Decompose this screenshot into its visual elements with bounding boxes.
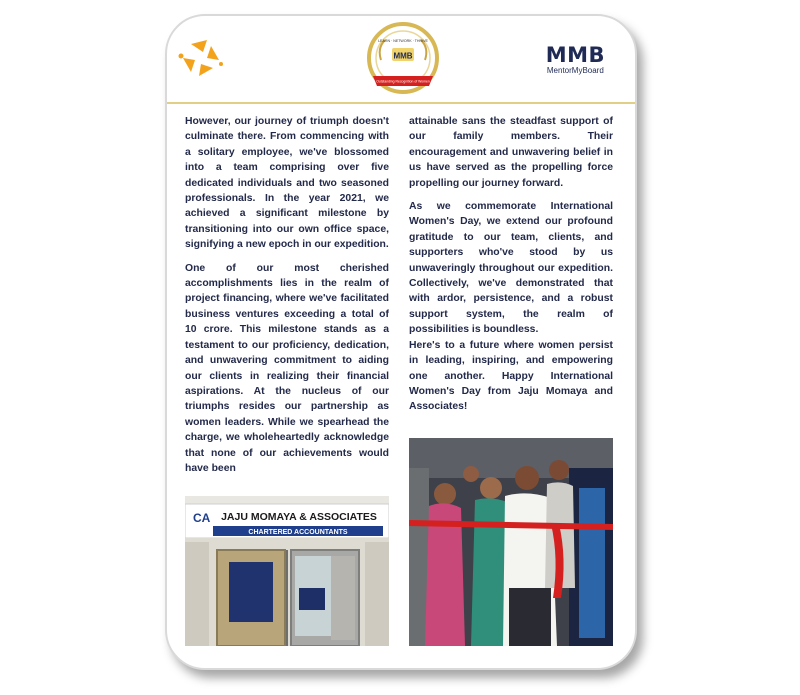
paragraph: As we commemorate International Women's Day, we extend our profound gratitude to our team, clients, and supporters who've stood by us unwaveringly throughout our expedition. Collectively, we've demonstrated that with ardor, persistence, and a robust support system, the realm of possibilities is boundless. (409, 201, 613, 336)
paragraph: One of our most cherished accomplishments lies in the realm of project financing, where we've facilitated business ventures exceeding a total of 10 crore. This milestone stands as a testament to our proficiency, dedication, and unwavering commitment to aiding our clients in realizing their financial aspirations. At the nucleus of our triumphs resides our partnership as women leaders. While we spearhead the charge, we wholeheartedly acknowledge that none of our achievements would have been (185, 262, 389, 474)
sign-logo: CA (193, 511, 211, 525)
badge-ribbon-text: Outstanding Recognition of Women (376, 79, 430, 84)
closing-paragraph: Here's to a future where women persist in leading, inspiring, and empowering one another. Happy International Women's Day from Jaju Momaya and Associates! (409, 339, 613, 413)
article-card (165, 14, 637, 670)
article-right-column (409, 114, 613, 423)
article-left-column (185, 114, 389, 484)
sign-subtitle: CHARTERED ACCOUNTANTS (248, 529, 348, 536)
paragraph: attainable sans the steadfast support of our family members. Their encouragement and unwavering belief in us have served as the propelling force propelling our journey forward. (409, 116, 613, 189)
company-logo-icon (177, 34, 225, 82)
paragraph: However, our journey of triumph doesn't culminate there. From commencing with a solitary employee, we've blossomed into a team comprising over five dedicated individuals and two seasoned professionals. In the year 2021, we achieved a significant milestone by transitioning into our own office space, signifying a new epoch in our expedition. (185, 116, 389, 251)
header-bar (167, 16, 635, 104)
brand-tagline: MentorMyBoard (546, 66, 604, 75)
award-badge-icon (363, 20, 443, 100)
brand-name: MMB (545, 43, 605, 67)
ribbon-cutting-photo (409, 438, 613, 646)
office-photo (185, 496, 389, 646)
badge-top-text: LEARN · NETWORK · THRIVE (378, 39, 428, 43)
brand-logo (546, 44, 605, 76)
sign-title: JAJU MOMAYA & ASSOCIATES (221, 511, 377, 523)
badge-brand: MMB (393, 51, 413, 61)
